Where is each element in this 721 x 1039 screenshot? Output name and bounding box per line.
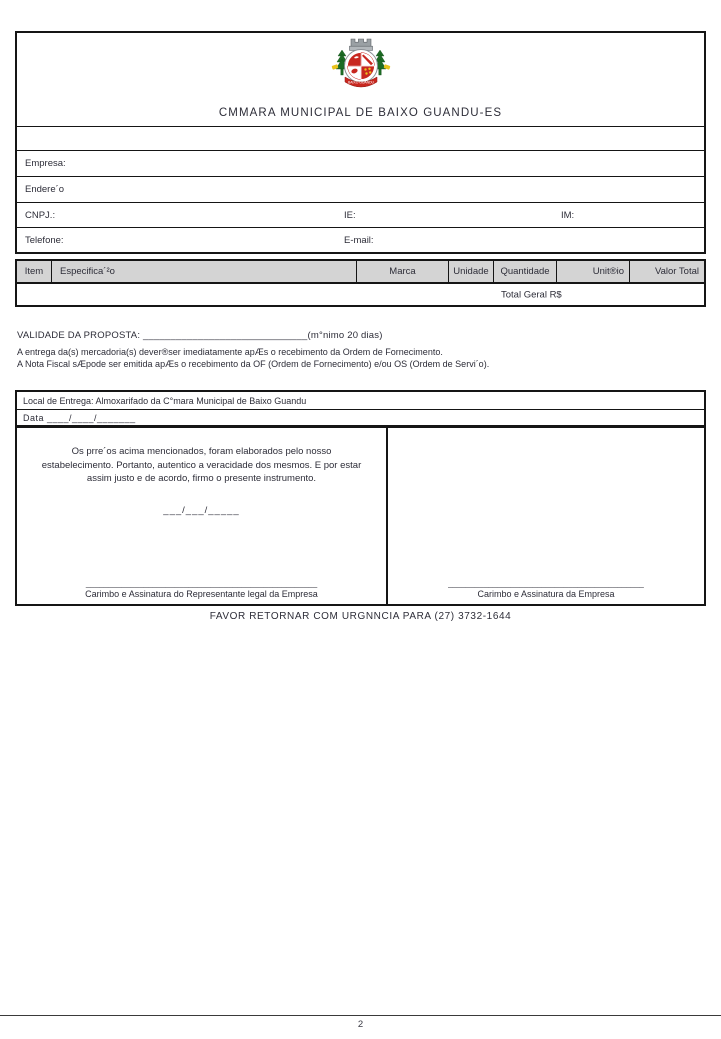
- ie-field-label: IE:: [344, 209, 356, 221]
- left-signature-caption: Carimbo e Assinatura do Representante legal da Empresa: [85, 589, 318, 599]
- im-field-label: IM:: [561, 209, 575, 221]
- col-header-item: Item: [17, 261, 52, 282]
- right-signature-line: ____________________________________________: [448, 579, 644, 588]
- signature-right-cell: [388, 428, 704, 604]
- cnpj-field-label: CNPJ.:: [25, 209, 56, 221]
- blank-row: [17, 126, 704, 150]
- logo-banner-text: BAIXO GUANDU: [347, 80, 374, 85]
- empresa-field-label: Empresa:: [25, 158, 66, 169]
- page-number: 2: [357, 1019, 364, 1030]
- items-table: [15, 259, 706, 307]
- local-entrega-row: [17, 392, 704, 410]
- empresa-row: [17, 150, 704, 176]
- local-entrega-label: Local de Entrega: Almoxarifado da C°mara Municipal de Baixo Guandu: [23, 395, 307, 406]
- total-geral-row: [15, 284, 706, 307]
- footer-divider: [0, 1015, 721, 1016]
- return-urgency-notice: FAVOR RETORNAR COM URGNNCIA PARA (27) 3732-1644: [209, 611, 512, 622]
- delivery-notes: [17, 347, 489, 370]
- col-header-unidade: Unidade: [449, 261, 494, 282]
- signature-left-cell: [17, 428, 388, 604]
- left-signature-area: [17, 579, 386, 599]
- document-header: [17, 33, 704, 126]
- email-field-label: E-mail:: [344, 234, 374, 246]
- document-title: CMMARA MUNICIPAL DE BAIXO GUANDU-ES: [218, 107, 503, 119]
- right-signature-area: [388, 579, 704, 599]
- left-signature-line: ____________________________________________________: [85, 579, 318, 588]
- telefone-field-label: Telefone:: [25, 234, 64, 246]
- col-header-quantidade: Quantidade: [494, 261, 557, 282]
- coat-of-arms-icon: [325, 36, 397, 100]
- declaration-date-blank: ___/___/_____: [163, 504, 240, 516]
- col-header-unitario: Unit®io: [557, 261, 630, 282]
- identification-box: [15, 31, 706, 254]
- delivery-location-box: [15, 390, 706, 427]
- data-field-label: Data ____/____/_______: [23, 412, 136, 423]
- endereco-field-label: Endere´o: [25, 184, 65, 195]
- cnpj-row: [17, 202, 704, 227]
- telefone-row: [17, 227, 704, 252]
- col-header-marca: Marca: [357, 261, 449, 282]
- signature-box: [15, 426, 706, 606]
- delivery-note-line2: A Nota Fiscal sÆpode ser emitida apÆs o recebimento da OF (Ordem de Fornecimento) e/ou OS (Ordem de Servi´o).: [17, 358, 490, 369]
- total-geral-label: Total Geral R$: [501, 289, 562, 300]
- right-signature-caption: Carimbo e Assinatura da Empresa: [477, 589, 615, 599]
- declaration-text: Os prre´os acima mencionados, foram elaborados pelo nosso estabelecimento. Portanto, autentico a veracidade dos mesmos. E por estar assim justo e de acordo, firmo o presente instrumento.: [41, 446, 362, 484]
- items-table-header-row: [15, 259, 706, 284]
- endereco-row: [17, 176, 704, 202]
- delivery-note-line1: A entrega da(s) mercadoria(s) dever®ser imediatamente apÆs o recebimento da Ordem de Fornecimento.: [17, 347, 443, 357]
- validade-proposta-line: VALIDADE DA PROPOSTA: ______________________________(m°nimo 20 dias): [17, 330, 383, 341]
- col-header-valor-total: Valor Total: [654, 266, 699, 277]
- data-row: [17, 410, 704, 425]
- col-header-especificacao: Especifica´²o: [52, 261, 357, 282]
- municipal-coat-of-arms-logo: [325, 36, 397, 105]
